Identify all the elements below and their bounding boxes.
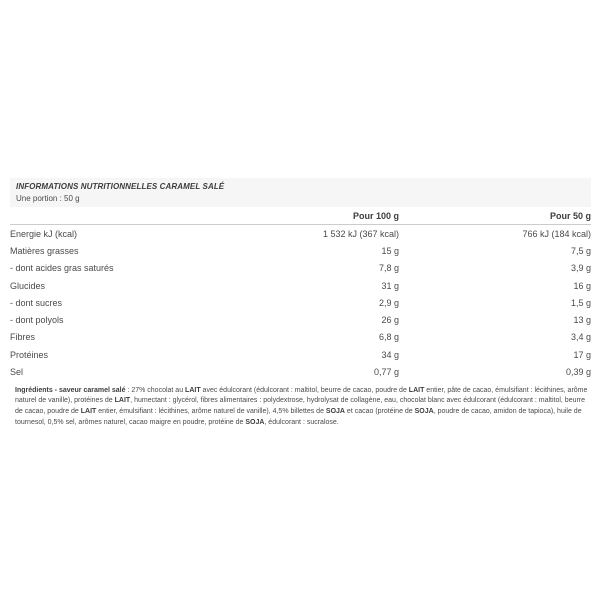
value-per-50g: 766 kJ (184 kcal)	[522, 228, 591, 239]
value-per-50g: 17 g	[573, 349, 591, 360]
nutrition-header-panel	[10, 178, 591, 207]
ingredient-text: : 27% chocolat au	[125, 386, 186, 394]
ingredient-emphasis-text: LAIT	[185, 386, 201, 394]
nutrition-table	[10, 207, 591, 381]
ingredient-emphasis-text: LAIT	[80, 408, 97, 416]
nutrition-row	[10, 329, 591, 346]
nutrition-table-body	[10, 225, 591, 381]
row-label: Matières grasses	[10, 245, 79, 256]
portion-size-label: Une portion : 50 g	[16, 194, 80, 203]
nutrition-row	[10, 225, 591, 243]
ingredients-paragraph	[15, 386, 591, 429]
nutrition-row	[10, 346, 591, 363]
value-per-100g: 31 g	[381, 280, 399, 291]
ingredient-text: entier, pâte de cacao, émulsifiant : lécithines, arôme naturel de vanille), protéines de	[15, 386, 588, 405]
ingredient-text: et cacao (protéine de	[344, 408, 415, 416]
row-label: Glucides	[10, 280, 46, 291]
value-per-100g: 1 532 kJ (367 kcal)	[322, 228, 399, 239]
value-per-100g: 7,8 g	[378, 263, 399, 274]
nutrition-row	[10, 294, 591, 311]
row-label: Energie kJ (kcal)	[10, 228, 78, 239]
value-per-50g: 16 g	[573, 280, 591, 291]
ingredient-text: , poudre de cacao, amidon de tapioca), huile de tournesol, 0,5% sel, arômes naturel, cacao maigre en poudre, protéine de	[15, 408, 582, 427]
ingredient-emphasis-text: SOJA	[414, 408, 434, 416]
ingredient-emphasis-text: LAIT	[114, 397, 131, 405]
value-per-100g: 6,8 g	[378, 332, 399, 343]
nutrition-info-section	[0, 178, 600, 429]
nutrition-row	[10, 311, 591, 328]
row-label: - dont sucres	[10, 297, 63, 308]
row-label: Sel	[10, 367, 24, 378]
nutrition-title: INFORMATIONS NUTRITIONNELLES CARAMEL SALÉ	[16, 182, 225, 191]
value-per-50g: 7,5 g	[570, 245, 591, 256]
nutrition-row	[10, 363, 591, 380]
row-label: Protéines	[10, 349, 49, 360]
value-per-50g: 3,4 g	[570, 332, 591, 343]
ingredient-text: avec édulcorant (édulcorant : maltitol, beurre de cacao, poudre de	[200, 386, 409, 394]
column-header-per-100g: Pour 100 g	[260, 207, 399, 225]
ingredient-emphasis-text: SOJA	[325, 408, 345, 416]
ingredient-text: entier, émulsifiant : lécithines, arôme naturel de vanille), 4,5% billettes de	[96, 408, 326, 416]
value-per-100g: 2,9 g	[378, 297, 399, 308]
value-per-50g: 3,9 g	[570, 263, 591, 274]
ingredient-emphasis-text: LAIT	[408, 386, 425, 394]
nutrition-row	[10, 260, 591, 277]
row-label: - dont polyols	[10, 315, 64, 326]
ingredient-emphasis-text: Ingrédients - saveur caramel salé	[15, 386, 126, 394]
table-header-row	[10, 207, 591, 225]
ingredient-emphasis-text: SOJA	[245, 419, 265, 427]
row-label: - dont acides gras saturés	[10, 263, 114, 274]
value-per-100g: 0,77 g	[373, 367, 399, 378]
value-per-100g: 26 g	[381, 315, 399, 326]
value-per-100g: 15 g	[381, 245, 399, 256]
value-per-50g: 1,5 g	[570, 297, 591, 308]
value-per-50g: 0,39 g	[565, 367, 591, 378]
ingredient-text: , édulcorant : sucralose.	[264, 419, 339, 427]
nutrition-row	[10, 277, 591, 294]
value-per-50g: 13 g	[573, 315, 591, 326]
nutrition-table-head	[10, 207, 591, 225]
value-per-100g: 34 g	[381, 349, 399, 360]
column-header-empty	[10, 207, 260, 225]
column-header-per-50g: Pour 50 g	[399, 207, 591, 225]
nutrition-row	[10, 242, 591, 259]
row-label: Fibres	[10, 332, 36, 343]
ingredient-text: , humectant : glycérol, fibres alimentaires : polydextrose, hydrolysat de collagène, eau, chocolat blanc avec édulcorant (édulcorant : maltitol, beurre de cacao, poudre de	[15, 397, 586, 416]
